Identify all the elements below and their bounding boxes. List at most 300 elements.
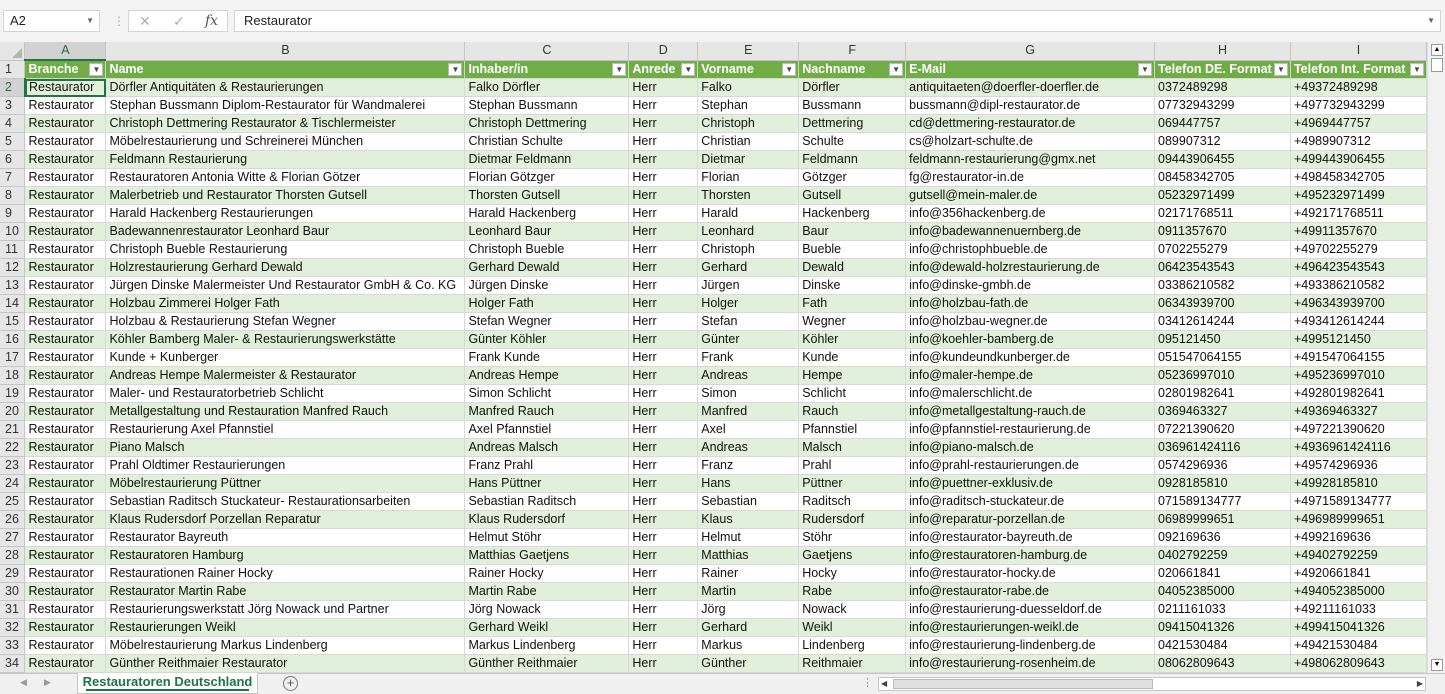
cell[interactable]: Herr bbox=[629, 637, 698, 655]
cell[interactable]: Hans Püttner bbox=[465, 475, 629, 493]
cell[interactable]: Restaurator bbox=[25, 511, 106, 529]
row-header[interactable]: 15 bbox=[0, 313, 25, 331]
column-header-g[interactable]: G bbox=[906, 42, 1155, 60]
cell[interactable]: Andreas bbox=[698, 367, 799, 385]
filter-dropdown-icon[interactable]: ▼ bbox=[1274, 63, 1288, 76]
cell[interactable]: Günther Reithmaier Restaurator bbox=[106, 655, 465, 673]
cell[interactable]: Stefan Wegner bbox=[465, 313, 629, 331]
cell[interactable]: Restaurator bbox=[25, 655, 106, 673]
cell[interactable]: Restaurator Martin Rabe bbox=[106, 583, 465, 601]
row-header[interactable]: 13 bbox=[0, 277, 25, 295]
cell[interactable]: info@restaurierung-lindenberg.de bbox=[906, 637, 1155, 655]
cell[interactable]: Restaurator bbox=[25, 295, 106, 313]
row-header[interactable]: 3 bbox=[0, 97, 25, 115]
cell[interactable]: Rainer bbox=[698, 565, 799, 583]
cell[interactable]: Weikl bbox=[799, 619, 906, 637]
column-header-i[interactable]: I bbox=[1290, 42, 1426, 60]
cell[interactable]: Herr bbox=[629, 331, 698, 349]
cell[interactable]: Restaurator bbox=[25, 187, 106, 205]
cell[interactable]: Stephan bbox=[698, 97, 799, 115]
cell[interactable]: Jürgen bbox=[698, 277, 799, 295]
cell[interactable]: Rabe bbox=[799, 583, 906, 601]
cell[interactable]: Herr bbox=[629, 439, 698, 457]
cell[interactable]: Herr bbox=[629, 421, 698, 439]
cell[interactable]: Restaurierung Axel Pfannstiel bbox=[106, 421, 465, 439]
cell[interactable]: 03386210582 bbox=[1155, 277, 1291, 295]
cell[interactable]: Franz bbox=[698, 457, 799, 475]
cell[interactable]: Rainer Hocky bbox=[465, 565, 629, 583]
vertical-scrollbar[interactable] bbox=[1427, 42, 1445, 673]
cell[interactable]: 06423543543 bbox=[1155, 259, 1291, 277]
cell[interactable]: 07221390620 bbox=[1155, 421, 1291, 439]
cell[interactable]: Andreas Malsch bbox=[465, 439, 629, 457]
cell[interactable]: Badewannenrestaurator Leonhard Baur bbox=[106, 223, 465, 241]
cell[interactable]: Nowack bbox=[799, 601, 906, 619]
cell[interactable]: Herr bbox=[629, 223, 698, 241]
chevron-down-icon[interactable]: ▼ bbox=[1427, 16, 1435, 25]
cell[interactable]: 07732943299 bbox=[1155, 97, 1291, 115]
row-header[interactable]: 7 bbox=[0, 169, 25, 187]
cell[interactable]: Herr bbox=[629, 529, 698, 547]
header-cell[interactable] bbox=[906, 60, 1155, 79]
header-cell[interactable] bbox=[25, 60, 106, 79]
cell[interactable]: Klaus Rudersdorf Porzellan Reparatur bbox=[106, 511, 465, 529]
cell[interactable]: Markus Lindenberg bbox=[465, 637, 629, 655]
cell[interactable]: Dietmar bbox=[698, 151, 799, 169]
cell[interactable]: 020661841 bbox=[1155, 565, 1291, 583]
cell[interactable]: Dörfler bbox=[799, 79, 906, 97]
cell[interactable]: Gaetjens bbox=[799, 547, 906, 565]
cell[interactable]: Restauratoren Antonia Witte & Florian Götzer bbox=[106, 169, 465, 187]
row-header[interactable]: 20 bbox=[0, 403, 25, 421]
cell[interactable]: Herr bbox=[629, 313, 698, 331]
cell[interactable]: Gerhard Weikl bbox=[465, 619, 629, 637]
row-header[interactable]: 10 bbox=[0, 223, 25, 241]
cell[interactable]: info@dinske-gmbh.de bbox=[906, 277, 1155, 295]
cell[interactable]: Kunde bbox=[799, 349, 906, 367]
cell[interactable]: Herr bbox=[629, 475, 698, 493]
cell[interactable]: Restaurator bbox=[25, 367, 106, 385]
cell[interactable]: +494052385000 bbox=[1290, 583, 1426, 601]
cell[interactable]: +4969447757 bbox=[1290, 115, 1426, 133]
cell[interactable]: Matthias bbox=[698, 547, 799, 565]
cell[interactable]: Sebastian Raditsch Stuckateur- Restaurationsarbeiten bbox=[106, 493, 465, 511]
cell[interactable]: 0372489298 bbox=[1155, 79, 1291, 97]
cell[interactable]: Restaurator bbox=[25, 601, 106, 619]
cell[interactable]: Bueble bbox=[799, 241, 906, 259]
cell[interactable]: Herr bbox=[629, 655, 698, 673]
filter-dropdown-icon[interactable]: ▼ bbox=[89, 63, 103, 76]
cell[interactable]: Holger bbox=[698, 295, 799, 313]
header-cell[interactable] bbox=[1290, 60, 1426, 79]
cell[interactable]: 0402792259 bbox=[1155, 547, 1291, 565]
row-header[interactable]: 24 bbox=[0, 475, 25, 493]
more-options-icon[interactable]: ⋮ bbox=[862, 677, 873, 689]
cell[interactable]: Christoph bbox=[698, 115, 799, 133]
cell[interactable]: Christoph Dettmering bbox=[465, 115, 629, 133]
cell[interactable]: info@restaurierung-rosenheim.de bbox=[906, 655, 1155, 673]
cell[interactable]: 08062809643 bbox=[1155, 655, 1291, 673]
row-header[interactable]: 6 bbox=[0, 151, 25, 169]
cell[interactable]: Köhler bbox=[799, 331, 906, 349]
name-box[interactable] bbox=[3, 10, 100, 32]
cell[interactable]: bussmann@dipl-restaurator.de bbox=[906, 97, 1155, 115]
worksheet-grid[interactable] bbox=[0, 42, 1427, 673]
cell[interactable]: Franz Prahl bbox=[465, 457, 629, 475]
cell[interactable]: Restaurator bbox=[25, 97, 106, 115]
cell[interactable]: Christoph Dettmering Restaurator & Tischlermeister bbox=[106, 115, 465, 133]
filter-dropdown-icon[interactable]: ▼ bbox=[1138, 63, 1152, 76]
row-header[interactable]: 26 bbox=[0, 511, 25, 529]
cell[interactable]: Simon bbox=[698, 385, 799, 403]
cell[interactable]: info@christophbueble.de bbox=[906, 241, 1155, 259]
header-cell[interactable] bbox=[629, 60, 698, 79]
cell[interactable]: Dörfler Antiquitäten & Restaurierungen bbox=[106, 79, 465, 97]
column-header-f[interactable]: F bbox=[799, 42, 906, 60]
cell[interactable]: Herr bbox=[629, 97, 698, 115]
cell[interactable]: Klaus Rudersdorf bbox=[465, 511, 629, 529]
cell[interactable]: +4971589134777 bbox=[1290, 493, 1426, 511]
cell[interactable]: Stöhr bbox=[799, 529, 906, 547]
cell[interactable]: Restaurator bbox=[25, 547, 106, 565]
cell[interactable]: feldmann-restaurierung@gmx.net bbox=[906, 151, 1155, 169]
filter-dropdown-icon[interactable]: ▼ bbox=[1410, 63, 1424, 76]
row-header[interactable]: 21 bbox=[0, 421, 25, 439]
cell[interactable]: +492801982641 bbox=[1290, 385, 1426, 403]
cell[interactable]: Dewald bbox=[799, 259, 906, 277]
cell[interactable]: Günther Reithmaier bbox=[465, 655, 629, 673]
cell[interactable]: Herr bbox=[629, 385, 698, 403]
cell[interactable]: Restaurator bbox=[25, 115, 106, 133]
cell[interactable]: Andreas Hempe bbox=[465, 367, 629, 385]
cell[interactable]: info@koehler-bamberg.de bbox=[906, 331, 1155, 349]
cell[interactable]: Markus bbox=[698, 637, 799, 655]
cell[interactable]: gutsell@mein-maler.de bbox=[906, 187, 1155, 205]
cell[interactable]: info@reparatur-porzellan.de bbox=[906, 511, 1155, 529]
cell[interactable]: +497732943299 bbox=[1290, 97, 1426, 115]
cell[interactable]: Florian Götzger bbox=[465, 169, 629, 187]
cell[interactable]: Stephan Bussmann Diplom-Restaurator für Wandmalerei bbox=[106, 97, 465, 115]
cell[interactable]: Prahl Oldtimer Restaurierungen bbox=[106, 457, 465, 475]
cell[interactable]: Restaurator bbox=[25, 277, 106, 295]
cell[interactable]: Axel bbox=[698, 421, 799, 439]
row-header[interactable]: 1 bbox=[0, 60, 25, 79]
cell[interactable]: Restaurator bbox=[25, 259, 106, 277]
row-header[interactable]: 9 bbox=[0, 205, 25, 223]
cell[interactable]: Herr bbox=[629, 187, 698, 205]
cell[interactable]: Herr bbox=[629, 169, 698, 187]
cell[interactable]: Leonhard Baur bbox=[465, 223, 629, 241]
cell[interactable]: Günther bbox=[698, 655, 799, 673]
cell[interactable]: 089907312 bbox=[1155, 133, 1291, 151]
cell[interactable]: Götzger bbox=[799, 169, 906, 187]
row-header[interactable]: 19 bbox=[0, 385, 25, 403]
cell[interactable]: +496989999651 bbox=[1290, 511, 1426, 529]
cell[interactable]: Harald Hackenberg Restaurierungen bbox=[106, 205, 465, 223]
cell[interactable]: Schlicht bbox=[799, 385, 906, 403]
cell[interactable]: info@restaurator-rabe.de bbox=[906, 583, 1155, 601]
cell[interactable]: Christian Schulte bbox=[465, 133, 629, 151]
sheet-tab-restauratoren[interactable] bbox=[77, 673, 258, 694]
cell[interactable]: 0702255279 bbox=[1155, 241, 1291, 259]
row-header[interactable]: 11 bbox=[0, 241, 25, 259]
filter-dropdown-icon[interactable]: ▼ bbox=[782, 63, 796, 76]
cell[interactable]: Restaurator bbox=[25, 223, 106, 241]
cell[interactable]: Manfred Rauch bbox=[465, 403, 629, 421]
cell[interactable]: +49911357670 bbox=[1290, 223, 1426, 241]
cell[interactable]: Herr bbox=[629, 349, 698, 367]
row-header[interactable]: 4 bbox=[0, 115, 25, 133]
row-header[interactable]: 29 bbox=[0, 565, 25, 583]
cell[interactable]: Prahl bbox=[799, 457, 906, 475]
cell[interactable]: Sebastian Raditsch bbox=[465, 493, 629, 511]
cell[interactable]: +495232971499 bbox=[1290, 187, 1426, 205]
cell[interactable]: 06989999651 bbox=[1155, 511, 1291, 529]
row-header[interactable]: 28 bbox=[0, 547, 25, 565]
cell[interactable]: Restaurator bbox=[25, 205, 106, 223]
fx-icon[interactable]: fx bbox=[205, 13, 219, 29]
scroll-left-icon[interactable]: ◀ bbox=[881, 679, 888, 688]
cell[interactable]: Herr bbox=[629, 511, 698, 529]
cell[interactable]: 03412614244 bbox=[1155, 313, 1291, 331]
cell[interactable]: Restaurator bbox=[25, 169, 106, 187]
cell[interactable]: Christoph bbox=[698, 241, 799, 259]
cell[interactable]: Restaurator bbox=[25, 313, 106, 331]
cell[interactable]: +498458342705 bbox=[1290, 169, 1426, 187]
cell[interactable]: Restaurator bbox=[25, 403, 106, 421]
cell[interactable]: info@prahl-restaurierungen.de bbox=[906, 457, 1155, 475]
cell[interactable]: Axel Pfannstiel bbox=[465, 421, 629, 439]
cell[interactable]: +4936961424116 bbox=[1290, 439, 1426, 457]
cell[interactable]: 04052385000 bbox=[1155, 583, 1291, 601]
row-header[interactable]: 2 bbox=[0, 79, 25, 97]
cell[interactable]: +497221390620 bbox=[1290, 421, 1426, 439]
cell[interactable]: Manfred bbox=[698, 403, 799, 421]
cell[interactable]: info@356hackenberg.de bbox=[906, 205, 1155, 223]
cell[interactable]: Holger Fath bbox=[465, 295, 629, 313]
cell[interactable]: +498062809643 bbox=[1290, 655, 1426, 673]
cell[interactable]: +49702255279 bbox=[1290, 241, 1426, 259]
cell[interactable]: 095121450 bbox=[1155, 331, 1291, 349]
cell[interactable]: Helmut Stöhr bbox=[465, 529, 629, 547]
cell[interactable]: Simon Schlicht bbox=[465, 385, 629, 403]
cell[interactable]: +49211161033 bbox=[1290, 601, 1426, 619]
cell[interactable]: +493386210582 bbox=[1290, 277, 1426, 295]
cell[interactable]: 09443906455 bbox=[1155, 151, 1291, 169]
cell[interactable]: Restaurator bbox=[25, 439, 106, 457]
cell[interactable]: info@holzbau-wegner.de bbox=[906, 313, 1155, 331]
cell[interactable]: Thorsten bbox=[698, 187, 799, 205]
scroll-right-icon[interactable]: ▶ bbox=[1416, 679, 1423, 688]
row-header[interactable]: 14 bbox=[0, 295, 25, 313]
cell[interactable]: Jürgen Dinske Malermeister Und Restaurator GmbH & Co. KG bbox=[106, 277, 465, 295]
cell[interactable]: Restaurator bbox=[25, 583, 106, 601]
cell[interactable]: Matthias Gaetjens bbox=[465, 547, 629, 565]
cell[interactable]: Maler- und Restauratorbetrieb Schlicht bbox=[106, 385, 465, 403]
cell[interactable]: Restaurator bbox=[25, 457, 106, 475]
cell[interactable]: Restaurator bbox=[25, 151, 106, 169]
cell[interactable]: +4995121450 bbox=[1290, 331, 1426, 349]
cell[interactable]: +49369463327 bbox=[1290, 403, 1426, 421]
cell[interactable]: Hocky bbox=[799, 565, 906, 583]
cell[interactable]: Sebastian bbox=[698, 493, 799, 511]
cell[interactable]: Günter bbox=[698, 331, 799, 349]
cell[interactable]: info@piano-malsch.de bbox=[906, 439, 1155, 457]
cell[interactable]: info@malerschlicht.de bbox=[906, 385, 1155, 403]
cell[interactable]: +493412614244 bbox=[1290, 313, 1426, 331]
cell[interactable]: 0911357670 bbox=[1155, 223, 1291, 241]
cell[interactable]: 036961424116 bbox=[1155, 439, 1291, 457]
cell[interactable]: Jörg Nowack bbox=[465, 601, 629, 619]
cell[interactable]: +495236997010 bbox=[1290, 367, 1426, 385]
cell[interactable]: info@badewannenuernberg.de bbox=[906, 223, 1155, 241]
cell[interactable]: Feldmann Restaurierung bbox=[106, 151, 465, 169]
row-header[interactable]: 30 bbox=[0, 583, 25, 601]
horizontal-scrollbar[interactable] bbox=[878, 677, 1426, 691]
select-all-corner[interactable] bbox=[0, 42, 25, 60]
cell[interactable]: Möbelrestaurierung und Schreinerei München bbox=[106, 133, 465, 151]
cell[interactable]: 0211161033 bbox=[1155, 601, 1291, 619]
cell[interactable]: 0369463327 bbox=[1155, 403, 1291, 421]
cell[interactable]: Restaurator bbox=[25, 493, 106, 511]
cell[interactable]: info@metallgestaltung-rauch.de bbox=[906, 403, 1155, 421]
cell[interactable]: Restaurationen Rainer Hocky bbox=[106, 565, 465, 583]
cell[interactable]: Hackenberg bbox=[799, 205, 906, 223]
header-cell[interactable] bbox=[465, 60, 629, 79]
next-sheet-icon[interactable]: ▶ bbox=[44, 677, 51, 687]
cell[interactable]: Restaurator bbox=[25, 241, 106, 259]
cell[interactable]: Restaurator bbox=[25, 331, 106, 349]
row-header[interactable]: 16 bbox=[0, 331, 25, 349]
chevron-down-icon[interactable]: ▼ bbox=[86, 16, 94, 25]
cell[interactable]: +49574296936 bbox=[1290, 457, 1426, 475]
cell[interactable]: Herr bbox=[629, 115, 698, 133]
row-header[interactable]: 17 bbox=[0, 349, 25, 367]
cell[interactable]: Möbelrestaurierung Püttner bbox=[106, 475, 465, 493]
filter-dropdown-icon[interactable]: ▼ bbox=[612, 63, 626, 76]
cell[interactable]: antiquitaeten@doerfler-doerfler.de bbox=[906, 79, 1155, 97]
row-header[interactable]: 12 bbox=[0, 259, 25, 277]
cell[interactable]: Restaurator bbox=[25, 529, 106, 547]
cell[interactable]: info@restaurierungen-weikl.de bbox=[906, 619, 1155, 637]
cell[interactable]: Falko bbox=[698, 79, 799, 97]
cell[interactable]: Martin bbox=[698, 583, 799, 601]
row-header[interactable]: 32 bbox=[0, 619, 25, 637]
cell[interactable]: +49928185810 bbox=[1290, 475, 1426, 493]
cell[interactable]: 02801982641 bbox=[1155, 385, 1291, 403]
cell[interactable]: Falko Dörfler bbox=[465, 79, 629, 97]
cell[interactable]: Malsch bbox=[799, 439, 906, 457]
row-header[interactable]: 5 bbox=[0, 133, 25, 151]
previous-sheet-icon[interactable]: ◀ bbox=[20, 677, 27, 687]
cell[interactable]: +4992169636 bbox=[1290, 529, 1426, 547]
cell[interactable]: Restaurator bbox=[25, 385, 106, 403]
cell[interactable]: Rauch bbox=[799, 403, 906, 421]
scroll-down-icon[interactable]: ▼ bbox=[1431, 659, 1443, 671]
cell[interactable]: info@pfannstiel-restaurierung.de bbox=[906, 421, 1155, 439]
cell[interactable]: Kunde + Kunberger bbox=[106, 349, 465, 367]
cell[interactable]: +4989907312 bbox=[1290, 133, 1426, 151]
cell[interactable]: info@raditsch-stuckateur.de bbox=[906, 493, 1155, 511]
cell[interactable]: Herr bbox=[629, 79, 698, 97]
cell[interactable]: 071589134777 bbox=[1155, 493, 1291, 511]
cell[interactable]: Frank bbox=[698, 349, 799, 367]
cell[interactable]: Herr bbox=[629, 601, 698, 619]
add-sheet-icon[interactable]: + bbox=[283, 676, 298, 691]
cell[interactable]: Martin Rabe bbox=[465, 583, 629, 601]
cell[interactable]: info@restaurator-bayreuth.de bbox=[906, 529, 1155, 547]
cell[interactable]: 08458342705 bbox=[1155, 169, 1291, 187]
row-header[interactable]: 25 bbox=[0, 493, 25, 511]
column-header-d[interactable]: D bbox=[629, 42, 698, 60]
cell[interactable]: Restaurierungen Weikl bbox=[106, 619, 465, 637]
scroll-up-icon[interactable]: ▲ bbox=[1431, 44, 1443, 56]
cell[interactable]: Herr bbox=[629, 547, 698, 565]
cell[interactable]: Wegner bbox=[799, 313, 906, 331]
cell[interactable]: info@restauratoren-hamburg.de bbox=[906, 547, 1155, 565]
cell[interactable]: Köhler Bamberg Maler- & Restaurierungswerkstätte bbox=[106, 331, 465, 349]
cell[interactable]: Reithmaier bbox=[799, 655, 906, 673]
cell[interactable]: 06343939700 bbox=[1155, 295, 1291, 313]
cell[interactable]: info@restaurierung-duesseldorf.de bbox=[906, 601, 1155, 619]
cell[interactable]: Dettmering bbox=[799, 115, 906, 133]
cell[interactable]: Malerbetrieb und Restaurator Thorsten Gutsell bbox=[106, 187, 465, 205]
filter-dropdown-icon[interactable]: ▼ bbox=[889, 63, 903, 76]
cell[interactable]: Herr bbox=[629, 151, 698, 169]
row-header[interactable]: 22 bbox=[0, 439, 25, 457]
cell[interactable]: Holzrestaurierung Gerhard Dewald bbox=[106, 259, 465, 277]
cell[interactable]: 0928185810 bbox=[1155, 475, 1291, 493]
cell[interactable]: Gutsell bbox=[799, 187, 906, 205]
cell[interactable]: Herr bbox=[629, 619, 698, 637]
cell[interactable]: 0421530484 bbox=[1155, 637, 1291, 655]
filter-dropdown-icon[interactable]: ▼ bbox=[681, 63, 695, 76]
cell[interactable]: Möbelrestaurierung Markus Lindenberg bbox=[106, 637, 465, 655]
cell[interactable]: Herr bbox=[629, 241, 698, 259]
cell[interactable]: Herr bbox=[629, 367, 698, 385]
cell[interactable]: Harald bbox=[698, 205, 799, 223]
scroll-thumb[interactable] bbox=[1431, 58, 1443, 72]
cell[interactable]: info@puettner-exklusiv.de bbox=[906, 475, 1155, 493]
cell[interactable]: 09415041326 bbox=[1155, 619, 1291, 637]
cell[interactable]: Holzbau Zimmerei Holger Fath bbox=[106, 295, 465, 313]
cell[interactable]: Stefan bbox=[698, 313, 799, 331]
cell[interactable]: +4920661841 bbox=[1290, 565, 1426, 583]
cell[interactable]: Restaurator Bayreuth bbox=[106, 529, 465, 547]
cell[interactable]: 051547064155 bbox=[1155, 349, 1291, 367]
check-icon[interactable]: ✓ bbox=[173, 13, 185, 29]
filter-dropdown-icon[interactable]: ▼ bbox=[448, 63, 462, 76]
cell[interactable]: +499443906455 bbox=[1290, 151, 1426, 169]
cell[interactable]: +492171768511 bbox=[1290, 205, 1426, 223]
cancel-icon[interactable]: ✕ bbox=[139, 13, 151, 29]
cell[interactable]: Raditsch bbox=[799, 493, 906, 511]
cell[interactable]: Dinske bbox=[799, 277, 906, 295]
cell[interactable]: Metallgestaltung und Restauration Manfred Rauch bbox=[106, 403, 465, 421]
cell[interactable]: 0574296936 bbox=[1155, 457, 1291, 475]
cell[interactable]: Harald Hackenberg bbox=[465, 205, 629, 223]
cell[interactable]: +496343939700 bbox=[1290, 295, 1426, 313]
cell[interactable]: 069447757 bbox=[1155, 115, 1291, 133]
cell[interactable]: Gerhard Dewald bbox=[465, 259, 629, 277]
column-header-e[interactable]: E bbox=[698, 42, 799, 60]
cell[interactable]: Herr bbox=[629, 493, 698, 511]
cell[interactable]: Thorsten Gutsell bbox=[465, 187, 629, 205]
cell[interactable]: Herr bbox=[629, 295, 698, 313]
cell[interactable]: Hans bbox=[698, 475, 799, 493]
cell[interactable]: Lindenberg bbox=[799, 637, 906, 655]
cell[interactable]: +499415041326 bbox=[1290, 619, 1426, 637]
